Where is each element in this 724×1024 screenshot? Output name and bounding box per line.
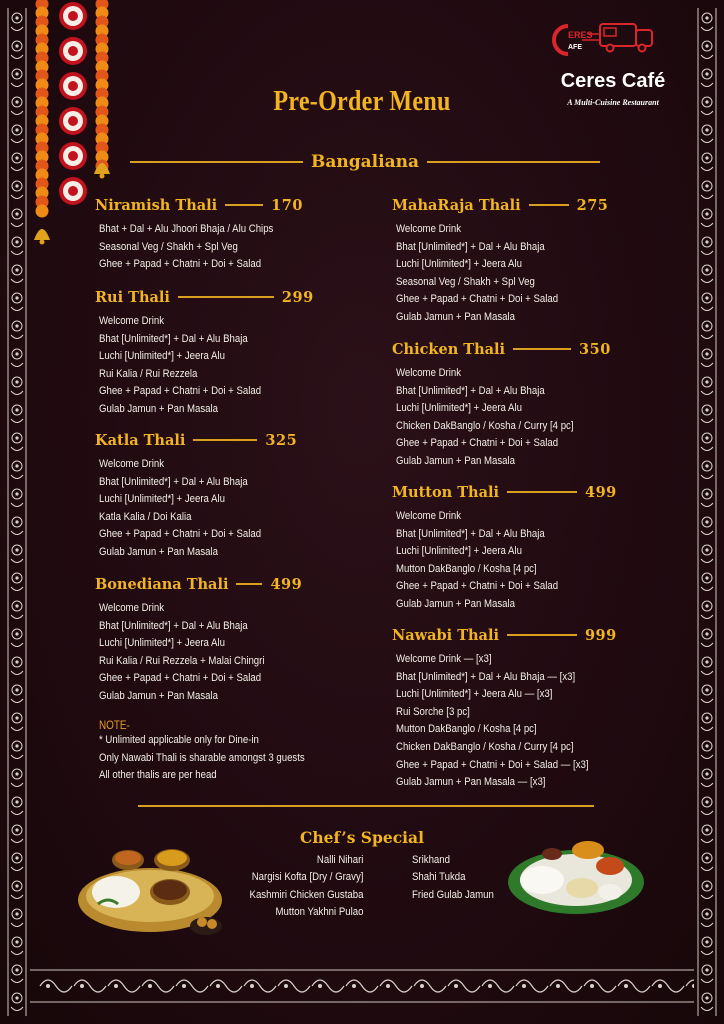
thali-heading [392, 338, 652, 360]
thali-item: Welcome Drink [396, 367, 462, 379]
svg-text:ERES: ERES [568, 30, 593, 40]
thali-item: Mutton DakBanglo / Kosha [4 pc] [396, 562, 537, 575]
thali-item: Bhat + Dal + Alu Jhoori Bhaja / Alu Chips [99, 223, 274, 235]
thali-heading [95, 573, 355, 595]
thali-card [95, 429, 355, 562]
thali-item: Welcome Drink [99, 458, 165, 470]
veg-thali-image [506, 836, 646, 916]
thali-item: Ghee + Papad + Chatni + Doi + Salad [99, 528, 262, 541]
thali-item: Bhat [Unlimited*] + Dal + Alu Bhaja [396, 384, 545, 397]
chef-item: Mutton Yakhni Pulao [275, 906, 363, 919]
brand-name: Ceres Café [560, 70, 666, 92]
thali-heading [392, 194, 652, 216]
chef-item: Srikhand [412, 854, 450, 866]
thali-heading [392, 481, 652, 503]
divider-line [225, 204, 263, 206]
thali-item: Katla Kalia / Doi Kalia [99, 510, 192, 523]
thali-card [95, 194, 355, 274]
thali-item: Gulab Jamun + Pan Masala [396, 597, 516, 610]
divider-line [513, 348, 571, 350]
thali-item: Rui Kalia / Rui Rezzela + Malai Chingri [99, 654, 265, 667]
thali-items [95, 221, 355, 274]
thali-name: Bonediana Thali [95, 575, 229, 593]
divider-line [427, 161, 600, 163]
thali-price: 299 [281, 288, 314, 306]
thali-items [95, 313, 355, 419]
page-title: Pre-Order Menu [273, 86, 451, 117]
thali-price: 350 [579, 340, 611, 358]
thali-item: Gulab Jamun + Pan Masala [99, 689, 219, 702]
thali-item: Ghee + Papad + Chatni + Doi + Salad [99, 385, 262, 398]
thali-price: 499 [270, 575, 303, 593]
bottom-ornamental-border [30, 966, 694, 1006]
right-ornamental-border [696, 8, 718, 1016]
divider-line [178, 296, 274, 298]
thali-item: Ghee + Papad + Chatni + Doi + Salad [396, 580, 559, 593]
thali-card [392, 481, 652, 614]
thali-plate-image [76, 838, 238, 938]
thali-item: Ghee + Papad + Chatni + Doi + Salad — [x3] [396, 758, 589, 771]
thali-item: Seasonal Veg / Shakh + Spl Veg [396, 275, 535, 288]
thali-items [95, 456, 355, 562]
divider-line [193, 439, 257, 441]
thali-item: Welcome Drink [99, 315, 165, 327]
thali-heading [95, 286, 355, 308]
brand-tagline: A Multi-Cuisine Restaurant [567, 98, 659, 107]
thali-item: Chicken DakBanglo / Kosha / Curry [4 pc] [396, 419, 574, 432]
thali-item: Welcome Drink [396, 223, 462, 235]
section-title: Bangaliana [311, 152, 419, 172]
divider-line [529, 204, 569, 206]
thali-price: 999 [584, 626, 617, 644]
thali-item: Welcome Drink [396, 510, 462, 522]
chefs-special-left-list [231, 852, 363, 922]
thali-item: Bhat [Unlimited*] + Dal + Alu Bhaja [99, 332, 248, 345]
thali-items [392, 365, 652, 471]
thali-items [392, 508, 652, 614]
left-ornamental-border [6, 8, 28, 1016]
thali-heading [392, 624, 652, 646]
thali-item: Ghee + Papad + Chatni + Doi + Salad [99, 672, 262, 685]
thali-price: 499 [585, 483, 617, 501]
thali-item: Mutton DakBanglo / Kosha [4 pc] [396, 723, 537, 736]
thali-item: Bhat [Unlimited*] + Dal + Alu Bhaja [99, 475, 248, 488]
thali-card [392, 194, 652, 327]
thali-item: Bhat [Unlimited*] + Dal + Alu Bhaja [396, 240, 545, 253]
divider-line [507, 634, 577, 636]
thali-item: Chicken DakBanglo / Kosha / Curry [4 pc] [396, 740, 574, 753]
thali-item: Luchi [Unlimited*] + Jeera Alu [396, 258, 522, 271]
ceres-cafe-logo [538, 18, 688, 107]
section-divider [138, 805, 594, 807]
divider-line [236, 583, 262, 585]
thali-item: Gulab Jamun + Pan Masala — [x3] [396, 776, 546, 789]
divider-line [507, 491, 577, 493]
chefs-special-right-list [412, 852, 507, 904]
thali-heading [95, 429, 355, 451]
thali-item: Seasonal Veg / Shakh + Spl Veg [99, 240, 238, 253]
thali-card [392, 338, 652, 471]
chef-item: Shahi Tukda [412, 871, 466, 884]
divider-line [130, 161, 303, 163]
thali-item: Gulab Jamun + Pan Masala [396, 310, 516, 323]
thali-name: MahaRaja Thali [392, 196, 521, 214]
thali-name: Mutton Thali [392, 483, 499, 501]
thali-item: Rui Sorche [3 pc] [396, 705, 470, 718]
thali-items [392, 221, 652, 327]
note-block [99, 720, 379, 785]
thali-item: Luchi [Unlimited*] + Jeera Alu [99, 637, 225, 650]
thali-price: 325 [265, 431, 298, 449]
thali-item: Bhat [Unlimited*] + Dal + Alu Bhaja [396, 527, 545, 540]
thali-name: Chicken Thali [392, 340, 506, 358]
thali-item: Luchi [Unlimited*] + Jeera Alu [99, 493, 225, 506]
thali-item: Luchi [Unlimited*] + Jeera Alu — [x3] [396, 688, 553, 701]
section-heading [130, 152, 600, 172]
chef-item: Nargisi Kofta [Dry / Gravy] [251, 871, 363, 884]
note-heading: NOTE- [99, 720, 130, 732]
thali-card [95, 286, 355, 419]
thali-card [95, 573, 355, 706]
chef-item: Fried Gulab Jamun [412, 888, 494, 901]
thali-items [392, 651, 652, 792]
thali-item: Welcome Drink [99, 602, 165, 614]
thali-item: Gulab Jamun + Pan Masala [396, 454, 516, 467]
thali-item: Ghee + Papad + Chatni + Doi + Salad [99, 258, 262, 271]
thali-item: Luchi [Unlimited*] + Jeera Alu [396, 402, 522, 415]
chefs-special-title: Chef’s Special [300, 828, 424, 847]
thali-price: 170 [271, 196, 303, 214]
thali-name: Rui Thali [95, 288, 170, 306]
note-line: * Unlimited applicable only for Dine-in [99, 734, 259, 746]
thali-item: Rui Kalia / Rui Rezzela [99, 367, 198, 380]
thali-name: Nawabi Thali [392, 626, 499, 644]
thali-item: Welcome Drink — [x3] [396, 653, 492, 665]
chef-item: Nalli Nihari [316, 854, 363, 866]
thali-items [95, 600, 355, 706]
thali-item: Ghee + Papad + Chatni + Doi + Salad [396, 293, 559, 306]
thali-item: Luchi [Unlimited*] + Jeera Alu [396, 545, 522, 558]
note-line: Only Nawabi Thali is sharable amongst 3 guests [99, 751, 305, 764]
thali-name: Katla Thali [95, 431, 186, 449]
thali-item: Ghee + Papad + Chatni + Doi + Salad [396, 437, 559, 450]
thali-item: Bhat [Unlimited*] + Dal + Alu Bhaja [99, 619, 248, 632]
thali-price: 275 [576, 196, 609, 214]
thali-item: Bhat [Unlimited*] + Dal + Alu Bhaja — [x3] [396, 670, 576, 683]
thali-item: Gulab Jamun + Pan Masala [99, 402, 219, 415]
svg-text:AFE: AFE [568, 44, 582, 51]
note-line: All other thalis are per head [99, 769, 217, 782]
food-truck-logo-icon [538, 18, 688, 68]
chef-item: Kashmiri Chicken Gustaba [249, 888, 363, 901]
thali-card [392, 624, 652, 792]
thali-heading [95, 194, 355, 216]
thali-name: Niramish Thali [95, 196, 218, 214]
thali-item: Luchi [Unlimited*] + Jeera Alu [99, 350, 225, 363]
thali-item: Gulab Jamun + Pan Masala [99, 545, 219, 558]
